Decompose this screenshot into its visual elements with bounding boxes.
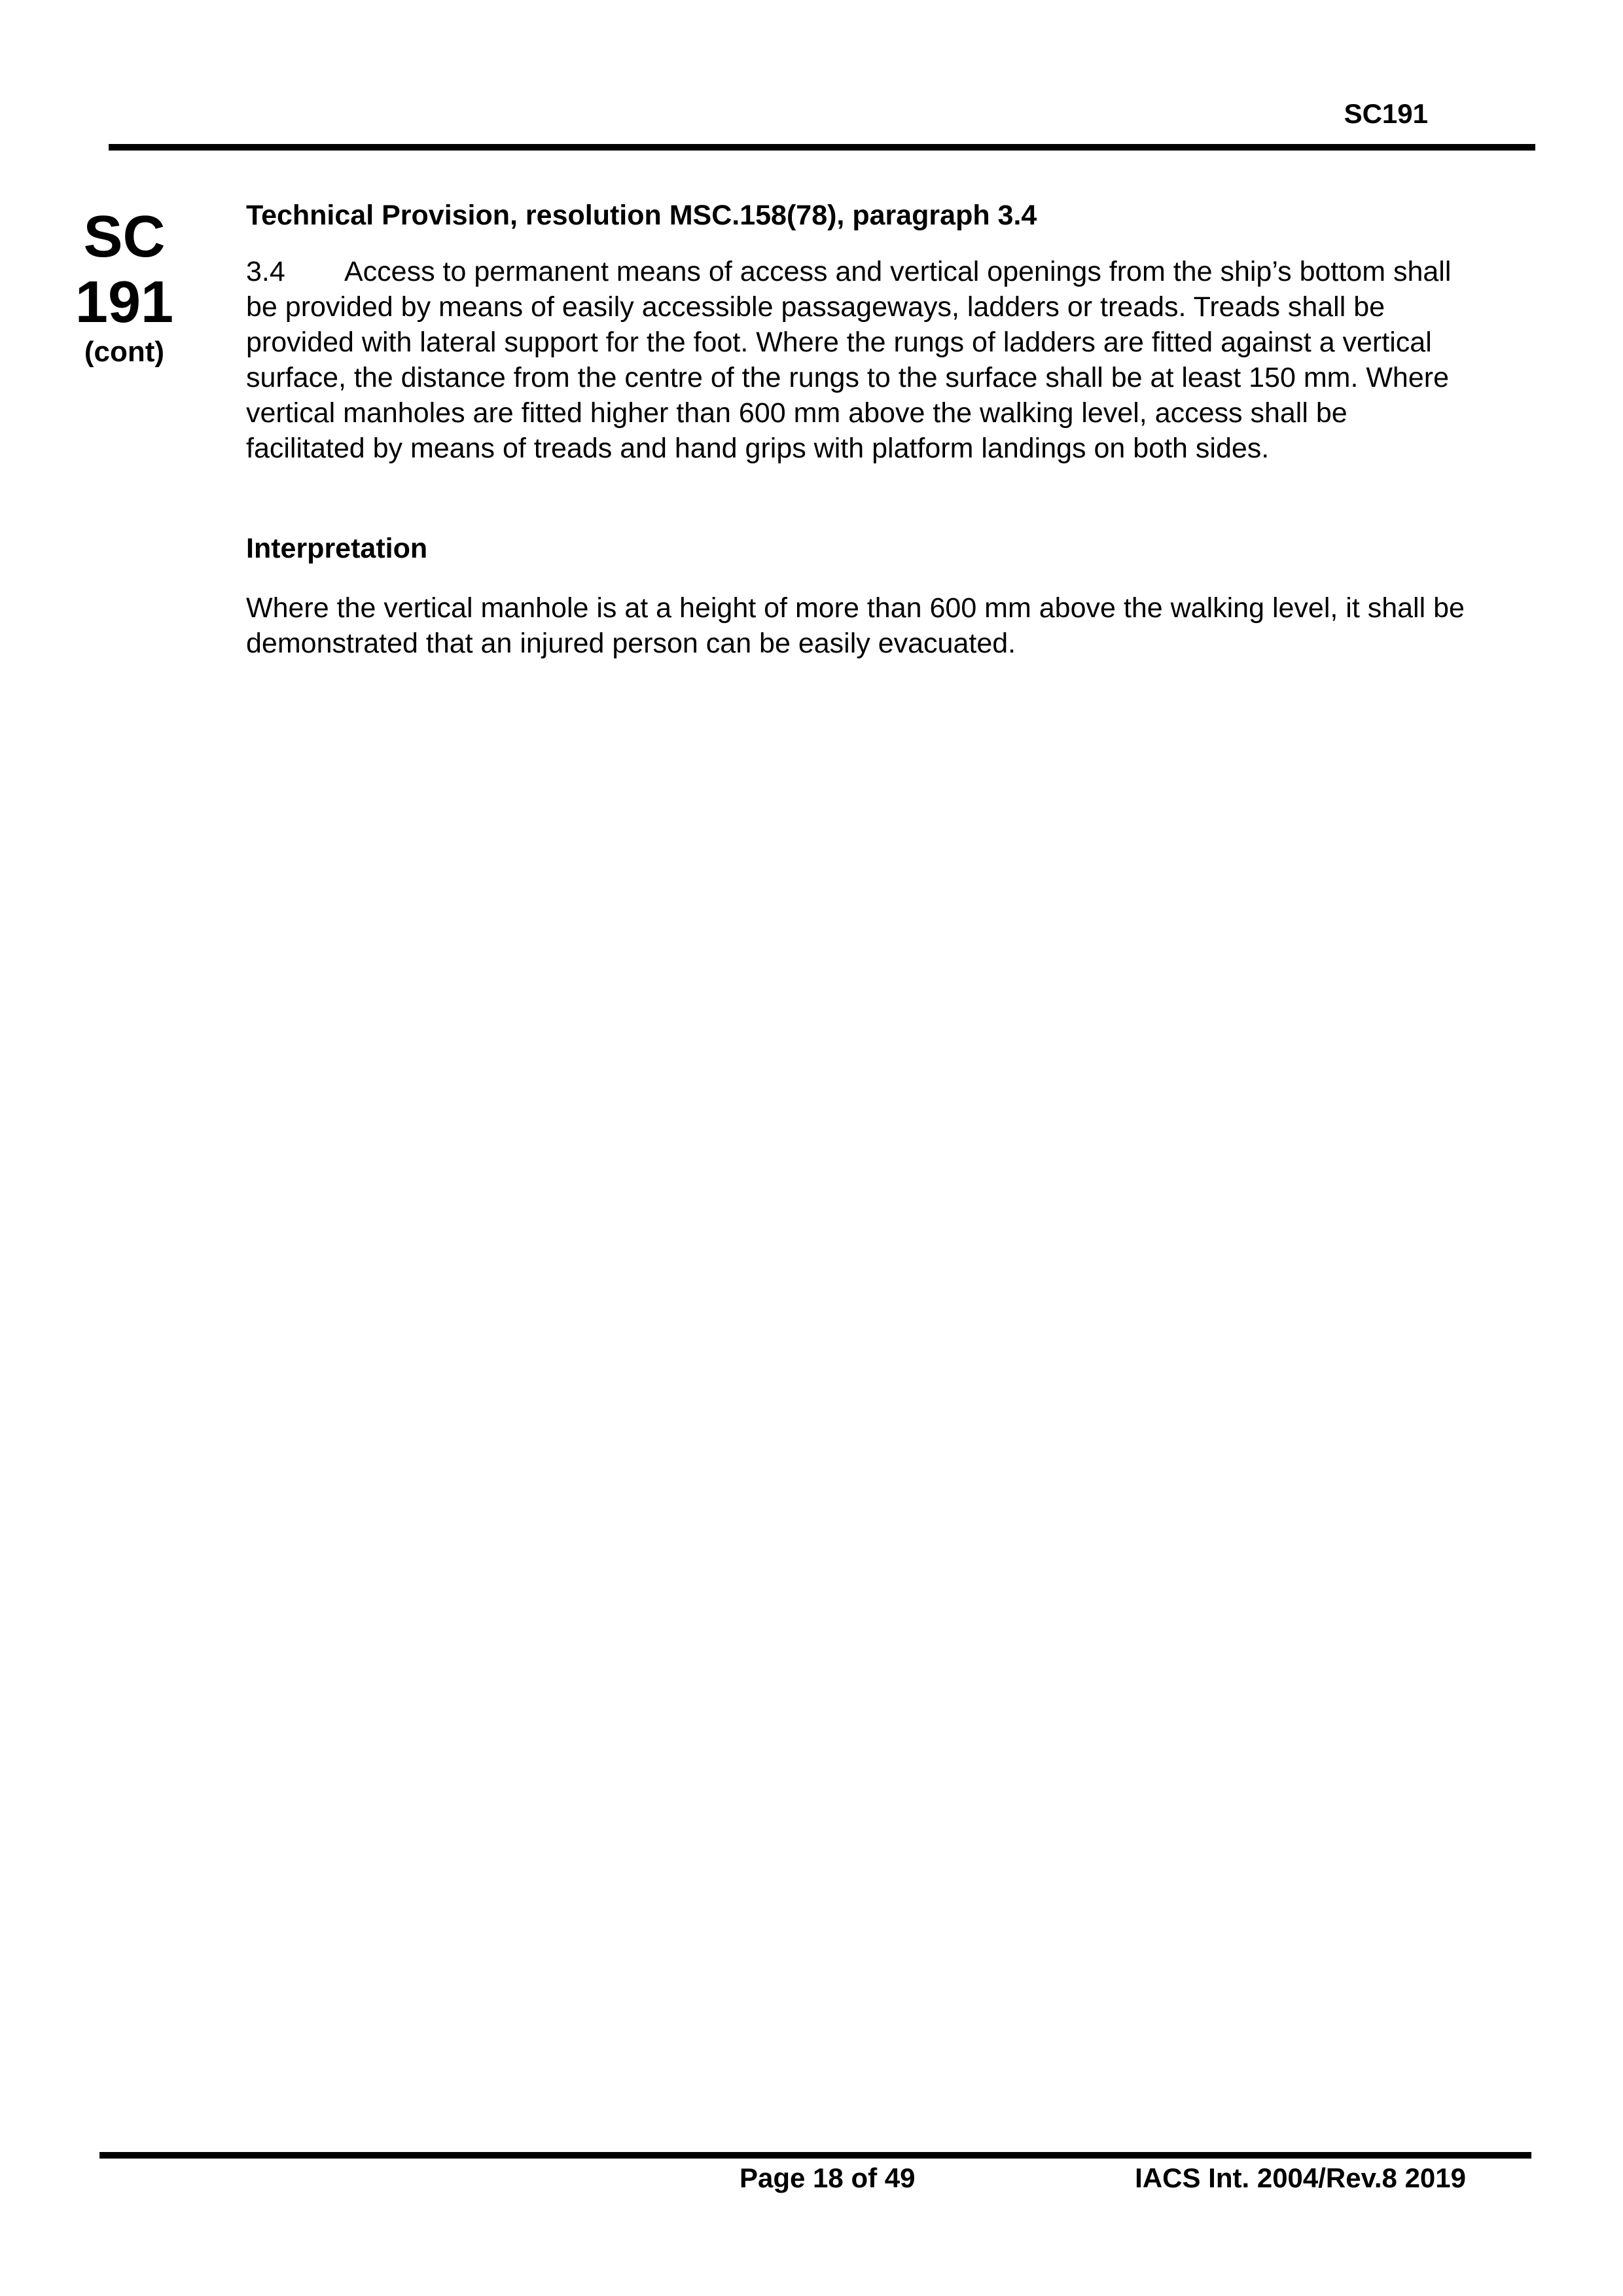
- footer-reference: IACS Int. 2004/Rev.8 2019: [1135, 2162, 1466, 2193]
- header-rule: [109, 144, 1535, 151]
- main-content: [246, 194, 1489, 661]
- paragraph-number: 3.4: [246, 256, 285, 287]
- footer-page-number: Page 18 of 49: [740, 2162, 916, 2193]
- interpretation-heading: Interpretation: [246, 533, 428, 564]
- side-continued-label: (cont): [84, 336, 165, 368]
- side-section-label: [65, 204, 183, 369]
- section-heading: Technical Provision, resolution MSC.158(78), paragraph 3.4: [246, 200, 1037, 231]
- header-document-code: SC191: [1344, 98, 1428, 129]
- footer-rule: [99, 2152, 1531, 2159]
- interpretation-text: Where the vertical manhole is at a height of more than 600 mm above the walking level, it shall be demonstrated that an injured person can be easily evacuated.: [246, 592, 1465, 659]
- paragraph-text: Access to permanent means of access and vertical openings from the ship’s bottom shall be provided by means of easily accessible passageways, ladders or treads. Treads shall be provided with lateral support for the foot. Where the rungs of ladders are fitted against a vertical surface, the distance from the centre of the rungs to the surface shall be at least 150 mm. Where vertical manholes are fitted higher than 600 mm above the walking level, access shall be facilitated by means of treads and hand grips with platform landings on both sides.: [246, 256, 1452, 464]
- side-code-line2: 191: [75, 270, 174, 335]
- paragraph-3-4: [246, 254, 1489, 466]
- side-code-line1: SC: [83, 204, 166, 270]
